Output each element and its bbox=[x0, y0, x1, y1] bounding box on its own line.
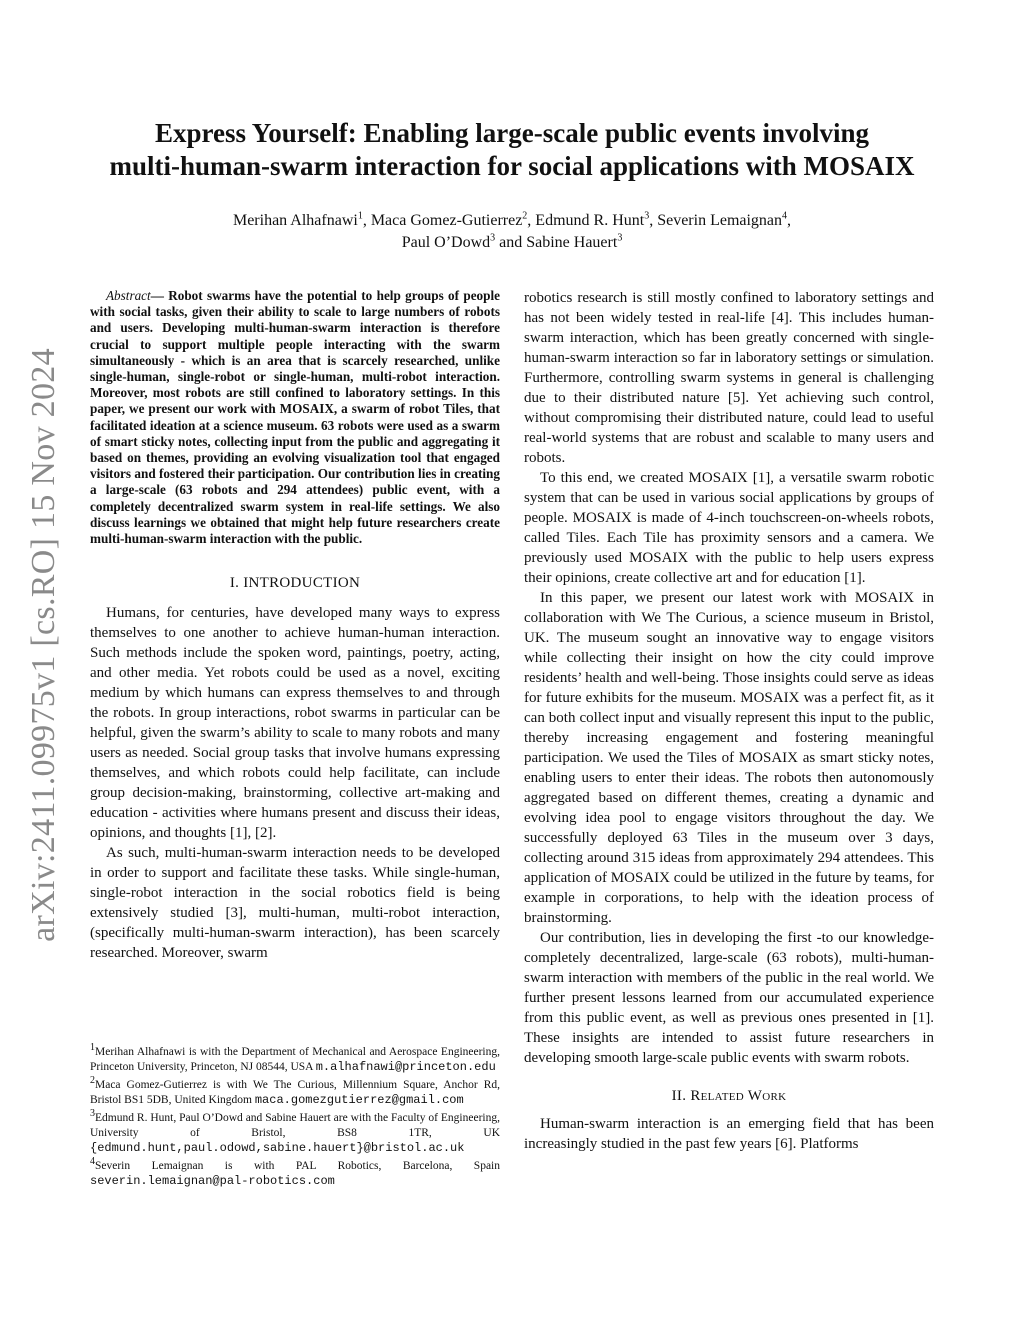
intro-paragraph-4: In this paper, we present our latest work with MOSAIX in collaboration with We The Curious, a science museum in Bristol, UK. The museum sought an innovative way to engage visitors while collecting their insight on how the city could improve residents’ health and well-being. Those insights could serve as ideas for future exhibits for the museum. MOSAIX was a perfect fit, as it can both collect input and visually represent this input to the public, thereby increasing engagement and fostering meaningful participation. We used the Tiles of MOSAIX as smart sticky notes, enabling users to enter their ideas. The robots then autonomously aggregated based on different themes, creating a dynamic and evolving idea pool to engage visitors throughout the day. We successfully deployed 63 Tiles in the museum over 3 days, collecting around 315 ideas from approximately 294 attendees. This application of MOSAIX could be utilized in the future by teams, for example in corporations, to help with the ideation process of brainstorming. bbox=[524, 590, 934, 926]
footnote-text: Edmund R. Hunt, Paul O’Dowd and Sabine Hauert are with the Faculty of Engineering, University of Bristol, BS8 1TR, UK bbox=[90, 1112, 500, 1139]
author-gomez-gutierrez: , Maca Gomez-Gutierrez bbox=[362, 212, 523, 229]
footnote-mark: 4 bbox=[90, 1156, 95, 1168]
footnote-text: Severin Lemaignan is with PAL Robotics, Barcelona, Spain bbox=[95, 1160, 500, 1172]
title-line-2: multi-human-swarm interaction for social applications with MOSAIX bbox=[109, 151, 915, 181]
footnote-mark: 3 bbox=[90, 1108, 95, 1120]
intro-paragraph-5: Our contribution, lies in developing the first -to our knowledge- completely decentralized, large-scale (63 robots), multi-human-swarm interaction with members of the public in the real world. We further present lessons learned from our accumulated experience from this public event, as well as previous ones presented in [1]. These insights are intended to assist future researchers in developing smooth large-scale public events with swarm robots. bbox=[524, 930, 934, 1066]
abstract-label: Abstract bbox=[106, 288, 151, 303]
footnote-1 bbox=[90, 1042, 500, 1075]
footnote-mark: 1 bbox=[90, 1042, 95, 1054]
footnote-email[interactable]: severin.lemaignan@pal-robotics.com bbox=[90, 1174, 335, 1188]
abstract-dash: — bbox=[150, 288, 169, 303]
footnote-mark: 2 bbox=[90, 1075, 95, 1087]
footnote-3 bbox=[90, 1108, 500, 1156]
title-line-1: Express Yourself: Enabling large-scale public events involving bbox=[154, 118, 870, 148]
footnotes bbox=[90, 1042, 500, 1192]
footnote-email[interactable]: m.alhafnawi@princeton.edu bbox=[315, 1060, 496, 1074]
footnote-2 bbox=[90, 1075, 500, 1108]
section-heading-related-work: II. Related Work bbox=[671, 1088, 787, 1104]
footnote-text: Maca Gomez-Gutierrez is with We The Curious, Millennium Square, Anchor Rd, Bristol BS1 5DB, United Kingdom bbox=[90, 1079, 500, 1106]
title-block bbox=[90, 117, 934, 183]
intro-paragraph-1: Humans, for centuries, have developed many ways to express themselves to one another to achieve human-human interaction. Such methods include the spoken word, paintings, poetry, acting, and other media. Yet robots could be used as a novel, exciting medium by which humans can express themselves to and through the robots. In group interactions, robot swarms in particular can be helpful, given the swarm’s ability to scale to many robots and many users as needed. Social group tasks that involve humans expressing themselves, and which robots could help facilitate, can include group decision-making, brainstorming, collective art-making and education - activities where humans present and discuss their ideas, opinions, and thoughts [1], [2]. bbox=[90, 605, 500, 842]
intro-paragraph-2-continued: robotics research is still mostly confined to laboratory settings and has not been widely tested in real-life [4]. This includes human-swarm interaction, which has been greatly concerned with single-human-swarm interaction so far in laboratory settings or simulation. Furthermore, controlling swarm systems in general is challenging due to their distributed nature [5]. Yet achieving such control, without compromising their distributed nature, could lead to useful real-world systems that are robust and scalable to many users and robots. bbox=[524, 290, 934, 466]
author-line-1 bbox=[90, 210, 934, 232]
abstract-text: Robot swarms have the potential to help groups of people with social tasks, given their ability to scale to large numbers of robots and users. Developing multi-human-swarm interaction is therefore crucial to support multiple people interacting with the swarm simultaneously - which is an area that is scarcely researched, unlike single-human, single-robot or single-human, multi-robot interaction. Moreover, most robots are still confined to laboratory settings. In this paper, we present our work with MOSAIX, a swarm of robot Tiles, that facilitated ideation at a science museum. 63 robots were used as a swarm of smart sticky notes, collecting input from the public and aggregating it based on themes, providing an evolving visualization tool that engaged visitors and fostered their participation. Our contribution lies in creating a large-scale (63 robots and 294 attendees) public event, with a completely decentralized swarm system in real-life settings. We also discuss learnings we obtained that might help future researchers create multi-human-swarm interaction with the public. bbox=[90, 288, 500, 547]
author-hauert: and Sabine Hauert bbox=[495, 234, 618, 251]
footnote-text: Merihan Alhafnawi is with the Department of Mechanical and Aerospace Engineering, Princeton University, Princeton, NJ 08544, USA bbox=[90, 1046, 500, 1073]
footnote-4 bbox=[90, 1156, 500, 1189]
affiliation-mark: 1 bbox=[357, 210, 363, 222]
author-separator: , bbox=[787, 212, 792, 229]
author-line-2 bbox=[90, 232, 934, 254]
abstract bbox=[90, 288, 500, 547]
arxiv-identifier: arXiv:2411.09975v1 [cs.RO] 15 Nov 2024 bbox=[25, 348, 62, 942]
paper-title bbox=[90, 117, 934, 183]
related-work-paragraph-1: Human-swarm interaction is an emerging field that has been increasingly studied in the past few years [6]. Platforms bbox=[524, 1116, 934, 1152]
right-column bbox=[524, 288, 934, 1154]
affiliation-mark: 2 bbox=[522, 210, 528, 222]
intro-paragraph-2: As such, multi-human-swarm interaction needs to be developed in order to support and facilitate these tasks. While single-human, single-robot interaction in the social robotics field is being extensively studied [3], multi-human, multi-robot interaction, (specifically multi-human-swarm interaction), has been scarcely researched. Moreover, swarm bbox=[90, 845, 500, 962]
footnote-email[interactable]: maca.gomezgutierrez@gmail.com bbox=[254, 1093, 464, 1107]
author-hunt: , Edmund R. Hunt bbox=[527, 212, 645, 229]
author-odowd: Paul O’Dowd bbox=[401, 234, 491, 251]
affiliation-mark: 4 bbox=[782, 210, 788, 222]
affiliation-mark: 3 bbox=[644, 210, 650, 222]
author-alhafnawi: Merihan Alhafnawi bbox=[232, 212, 358, 229]
section-heading-introduction: I. INTRODUCTION bbox=[229, 575, 361, 592]
affiliation-mark: 3 bbox=[490, 232, 496, 244]
left-column bbox=[90, 288, 500, 963]
footnote-email[interactable]: {edmund.hunt,paul.odowd,sabine.hauert}@bristol.ac.uk bbox=[90, 1141, 465, 1155]
intro-paragraph-3: To this end, we created MOSAIX [1], a versatile swarm robotic system that can be used in various social applications by groups of people. MOSAIX is made of 4-inch touchscreen-on-wheels robots, called Tiles. Each Tile has proximity sensors and a camera. We previously used MOSAIX with the public to help users express their opinions, create collective art and for education [1]. bbox=[524, 470, 934, 586]
author-lemaignan: , Severin Lemaignan bbox=[649, 212, 783, 229]
affiliation-mark: 3 bbox=[617, 232, 623, 244]
author-list bbox=[90, 210, 934, 254]
